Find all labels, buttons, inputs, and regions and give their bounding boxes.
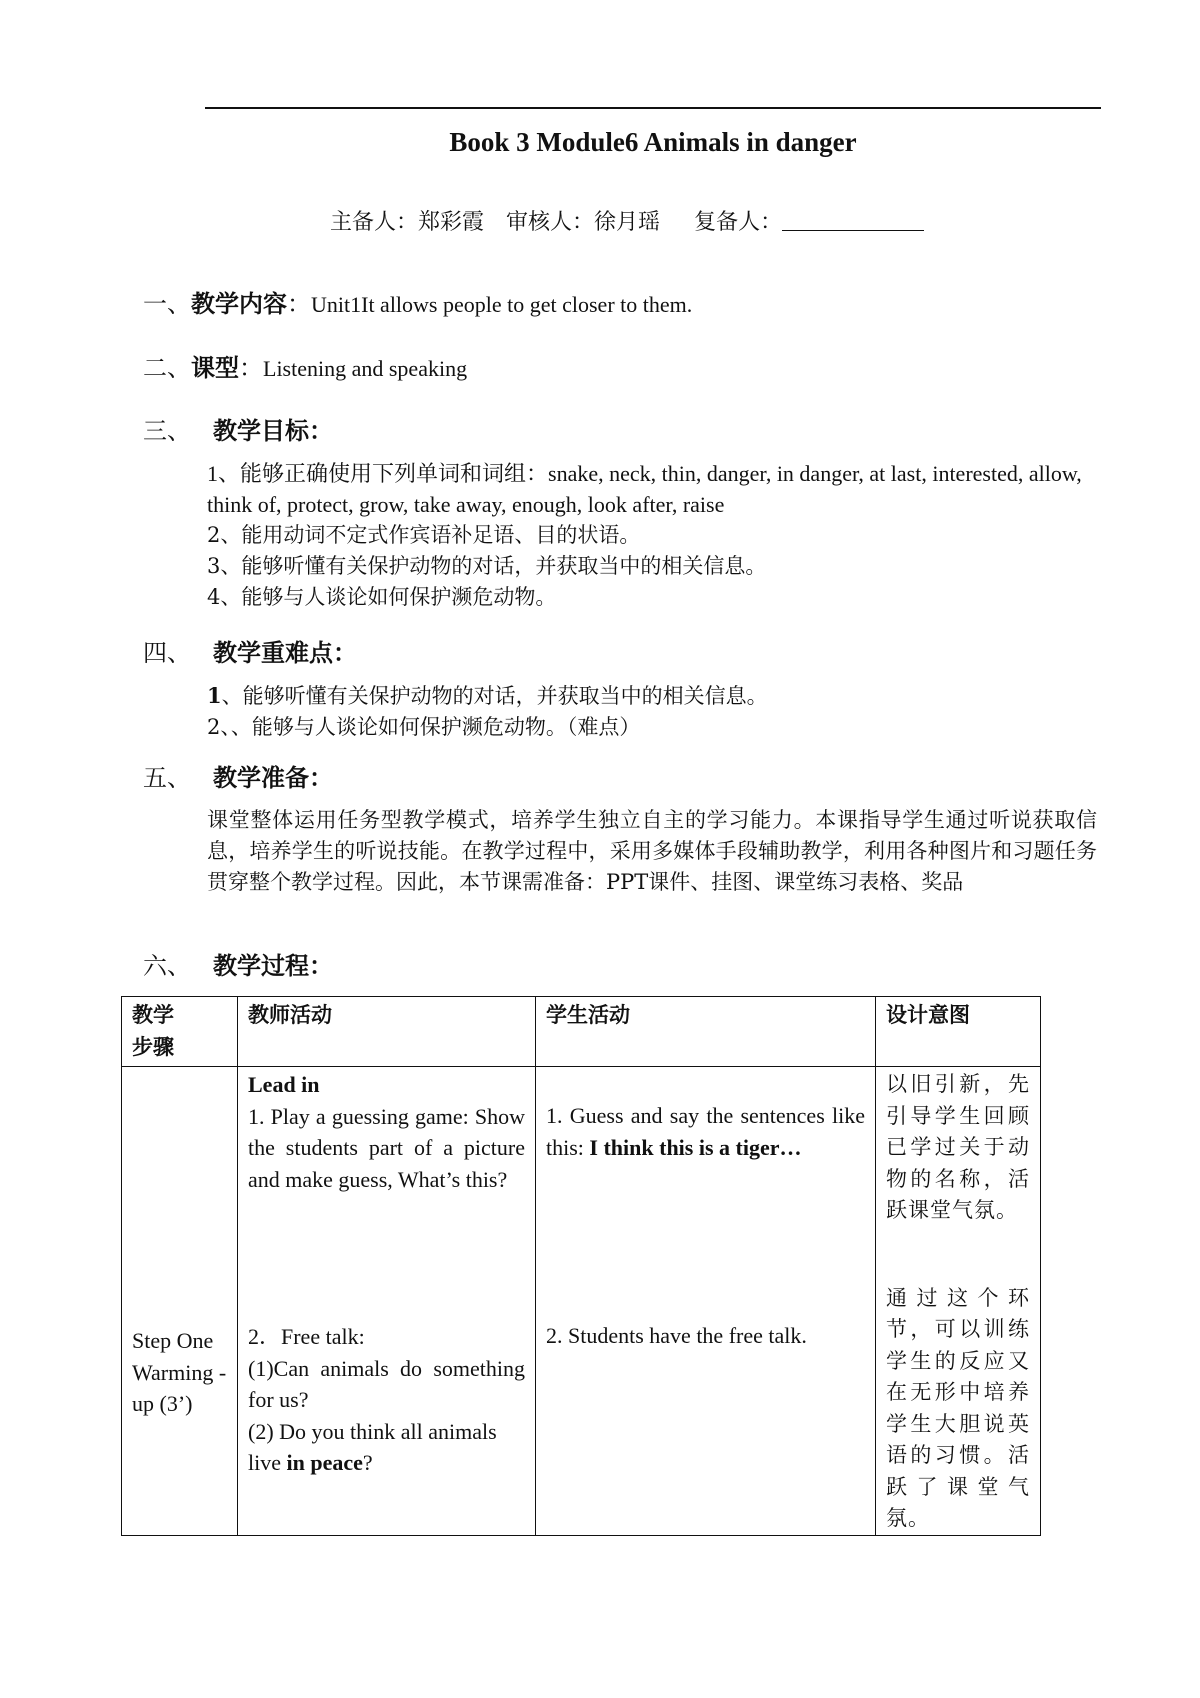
lead-in-label: Lead in [248, 1072, 320, 1097]
student-item-1 [546, 1100, 865, 1163]
section-heading: 教学目标： [213, 416, 333, 445]
student-item-1-bold: I think this is a tiger… [589, 1134, 802, 1160]
section-key-points [143, 633, 357, 668]
section-number: 一、 [143, 290, 191, 318]
step-label: Step One Warming -up (3’) [132, 1328, 227, 1416]
preparation-paragraph [207, 805, 1097, 898]
table-row [122, 1067, 1041, 1536]
table-header-row [122, 997, 1041, 1067]
intent-item-1: 以旧引新，先引导学生回顾已学过关于动物的名称，活跃课堂气氛。 [886, 1072, 1030, 1222]
key-point-item [207, 712, 1097, 743]
q2-bold-text: in peace [286, 1450, 363, 1475]
header-cell-intent: 设计意图 [876, 997, 1041, 1067]
section-content [143, 284, 692, 319]
key-points-list [207, 680, 1097, 743]
key-point-text: 、、能够与人谈论如何保护濒危动物。（难点） [220, 715, 641, 739]
section-colon: ： [287, 290, 311, 318]
section-text: Unit1It allows people to get closer to them. [311, 292, 693, 317]
student-item-1-text: 1. Guess and say the sentences like this: [546, 1103, 865, 1160]
preparation-text: 课堂整体运用任务型教学模式，培养学生独立自主的学习能力。本课指导学生通过听说获取信息，培养学生的听说技能。在教学过程中，采用多媒体手段辅助教学，利用各种图片和习题任务贯穿整个教学过程。因此，本节课需准备：PPT课件、挂图、课堂练习表格、奖品 [207, 808, 1097, 894]
header-rule [205, 107, 1101, 109]
teacher-activity-cell [238, 1067, 536, 1536]
objective-item: 2、能用动词不定式作宾语补足语、目的状语。 [207, 523, 641, 547]
section-heading: 教学内容 [191, 289, 287, 318]
teacher-item-2-q2 [248, 1416, 525, 1479]
header-cell-teacher: 教师活动 [238, 997, 536, 1067]
student-activity-cell [536, 1067, 876, 1536]
main-preparer-label: 主备人： [330, 210, 419, 235]
objectives-list [207, 458, 1097, 613]
key-point-item [207, 680, 1097, 712]
section-heading: 教学重难点： [213, 638, 357, 667]
process-table [121, 996, 1041, 1536]
teacher-item-1: 1. Play a guessing game: Show the students part of a picture and make guess, What’s this? [248, 1103, 525, 1192]
section-process [143, 946, 333, 981]
section-colon: ： [239, 354, 263, 382]
section-text: Listening and speaking [263, 356, 468, 381]
objective-item: 3、能够听懂有关保护动物的对话，并获取当中的相关信息。 [207, 554, 767, 578]
objective-item: 4、能够与人谈论如何保护濒危动物。 [207, 585, 557, 609]
section-heading: 课型 [191, 353, 239, 382]
section-number: 五、 [143, 764, 191, 792]
q2-mark: ? [362, 1450, 373, 1475]
key-point-text: 、能够听懂有关保护动物的对话，并获取当中的相关信息。 [221, 684, 768, 708]
reviewer-name: 徐月瑶 [594, 210, 661, 235]
teacher-item-2-title: 2．Free talk: [248, 1324, 365, 1349]
header-cell-student: 学生活动 [536, 997, 876, 1067]
section-number: 六、 [143, 952, 191, 980]
section-lesson-type [143, 348, 467, 383]
design-intent-cell [876, 1067, 1041, 1536]
re-preparer-label: 复备人： [694, 210, 783, 235]
section-number: 二、 [143, 354, 191, 382]
preparers-line [330, 205, 924, 236]
key-point-number: 2 [207, 715, 221, 739]
section-number: 四、 [143, 639, 191, 667]
objective-item: 1、能够正确使用下列单词和词组：snake, neck, thin, danger, in danger, at last, interested, allow, think of, protect, grow, take away, enough, look after, raise [207, 461, 1082, 517]
header-cell-step: 教学步骤 [122, 997, 238, 1067]
document-title: Book 3 Module6 Animals in danger [449, 127, 857, 157]
re-preparer-blank [782, 210, 924, 231]
intent-item-2: 通过这个环节，可以训练学生的反应又在无形中培养学生大胆说英语的习惯。活跃了课堂气氛。 [886, 1285, 1030, 1530]
step-cell [122, 1067, 238, 1536]
section-preparation [143, 758, 333, 793]
section-heading: 教学准备： [213, 763, 333, 792]
q2-text: (2) Do you think all animals live [248, 1418, 497, 1475]
key-point-number: 1 [207, 683, 222, 708]
section-objectives [143, 411, 333, 446]
reviewer-label: 审核人： [506, 210, 595, 235]
student-item-2: 2. Students have the free talk. [546, 1323, 807, 1348]
section-number: 三、 [143, 417, 191, 445]
teacher-item-2-q1: (1)Can animals do something for us? [248, 1355, 525, 1412]
main-preparer-name: 郑彩霞 [418, 210, 485, 235]
section-heading: 教学过程： [213, 951, 333, 980]
